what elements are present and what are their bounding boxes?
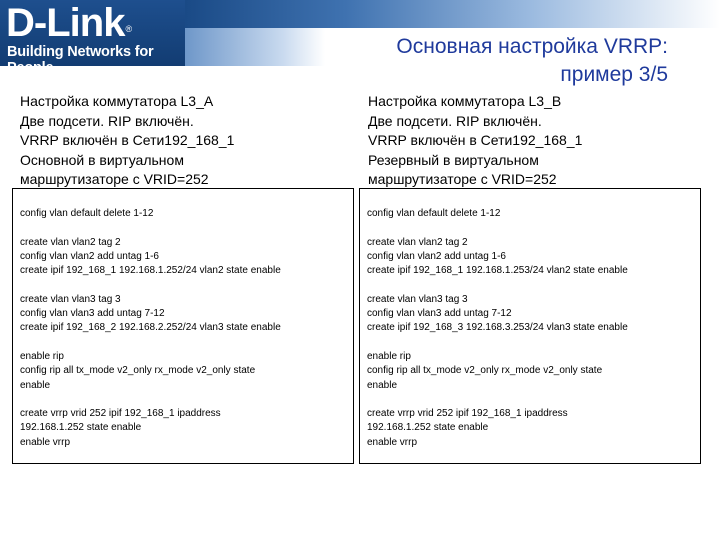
slide-title-line-2: пример 3/5 [560,63,668,86]
config-line: config vlan default delete 1-12 [367,208,501,219]
heading-line: маршрутизаторе с VRID=252 [20,171,209,187]
config-line: enable vrrp [20,436,71,448]
config-line: create vrrp vrid 252 ipif 192_168_1 ipaddress [367,408,568,420]
config-line: create ipif 192_168_1 192.168.1.253/24 vlan2 state enable [367,265,628,277]
config-line: create vrrp vrid 252 ipif 192_168_1 ipaddress [20,408,221,420]
config-line: config vlan vlan3 add untag 7-12 [367,308,512,320]
config-line: config rip all tx_mode v2_only rx_mode v2_only state [367,365,603,377]
config-line [20,393,347,407]
left-column-heading [20,92,350,190]
config-line [20,221,347,235]
heading-line: Основной в виртуальном [20,151,184,168]
heading-line: маршрутизаторе с VRID=252 [368,171,557,187]
header-band [185,0,720,28]
config-line: create vlan vlan3 tag 3 [367,293,468,305]
config-line: create vlan vlan3 tag 3 [20,293,121,305]
config-line: enable rip [367,350,411,362]
config-line: 192.168.1.252 state enable [367,422,489,434]
heading-line: Настройка коммутатора L3_B [368,93,562,109]
config-line [367,278,694,292]
config-line [367,393,694,407]
config-line: 192.168.1.252 state enable [20,422,142,434]
config-line: create vlan vlan2 tag 2 [367,236,468,248]
registered-mark: ® [125,24,132,34]
config-line: create ipif 192_168_1 192.168.1.252/24 vlan2 state enable [20,265,281,277]
slide-title [396,33,668,89]
heading-line: Две подсети. RIP включён. [368,112,542,129]
logo-text: D-Link [6,1,125,45]
dlink-logo [0,0,185,76]
heading-line: VRRP включён в Сети192_168_1 [368,132,583,148]
config-line: config vlan vlan2 add untag 1-6 [367,250,506,262]
config-line: create ipif 192_168_3 192.168.3.253/24 vlan3 state enable [367,322,628,334]
heading-line: Две подсети. RIP включён. [20,112,194,129]
config-line: enable vrrp [367,436,418,448]
config-line: config vlan default delete 1-12 [20,208,154,219]
config-line: config vlan vlan2 add untag 1-6 [20,250,159,262]
right-column-heading [368,92,698,190]
config-line: create vlan vlan2 tag 2 [20,236,121,248]
config-line [20,336,347,350]
config-line [367,221,694,235]
config-line [367,336,694,350]
heading-line: VRRP включён в Сети192_168_1 [20,132,235,148]
config-line: enable [367,379,398,391]
heading-line: Резервный в виртуальном [368,151,539,168]
logo-tagline: Building Networks for People [7,44,154,76]
config-line: config vlan vlan3 add untag 7-12 [20,308,165,320]
header-band-lower [185,28,325,66]
config-line: create ipif 192_168_2 192.168.2.252/24 vlan3 state enable [20,322,281,334]
right-config-box [359,188,701,464]
left-config-box [12,188,354,464]
config-line: enable rip [20,350,64,362]
logo-wordmark [6,0,131,46]
config-line [20,278,347,292]
heading-line: Настройка коммутатора L3_A [20,93,214,109]
config-line: config rip all tx_mode v2_only rx_mode v2_only state [20,365,256,377]
config-line: enable [20,379,51,391]
slide-title-line-1: Основная настройка VRRP: [396,35,668,58]
